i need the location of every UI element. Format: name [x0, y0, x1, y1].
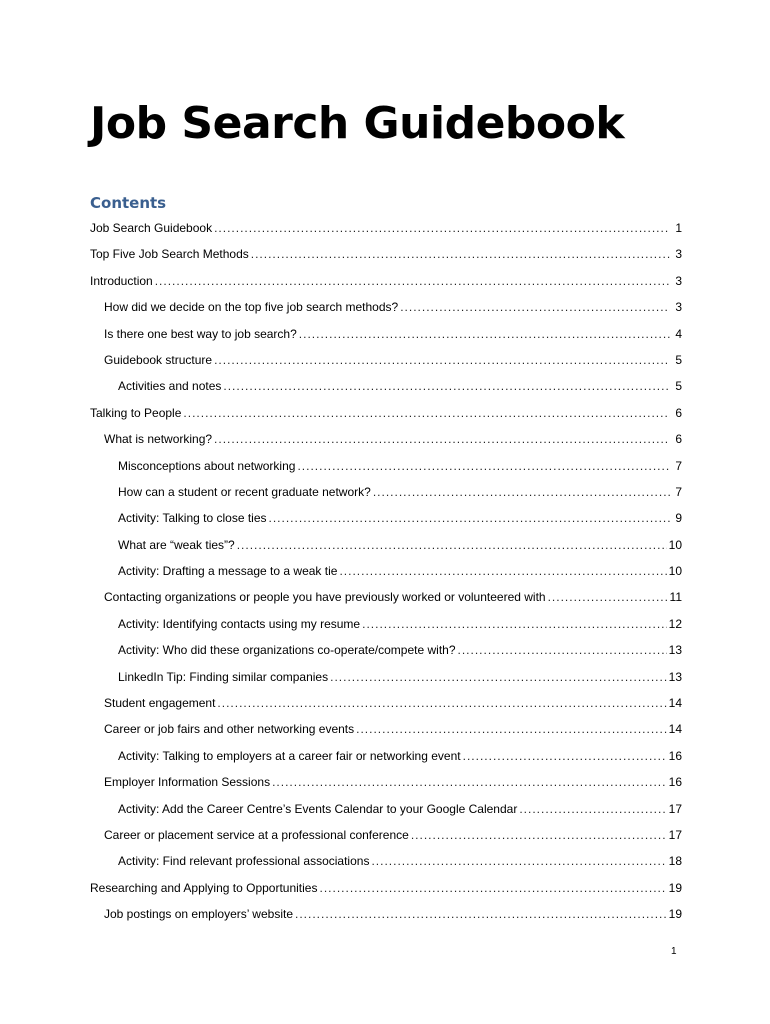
toc-entry-page-number: 17 [668, 801, 682, 816]
toc-entry[interactable] [90, 324, 682, 350]
toc-entry-page-number: 19 [668, 907, 682, 922]
toc-entry-page-number: 9 [675, 511, 682, 526]
toc-entry[interactable] [90, 851, 682, 877]
toc-entry[interactable] [90, 429, 682, 455]
toc-entry-page-number: 5 [675, 352, 682, 367]
toc-dot-leader [237, 535, 667, 555]
toc-entry-page-number: 4 [675, 326, 682, 341]
toc-entry-title: Job postings on employers’ website [104, 907, 293, 922]
toc-entry-page-number: 12 [668, 616, 682, 631]
toc-entry[interactable] [90, 482, 682, 508]
toc-entry[interactable] [90, 878, 682, 904]
toc-dot-leader [155, 271, 670, 291]
toc-dot-leader [339, 561, 666, 581]
toc-dot-leader [295, 904, 667, 924]
toc-entry-page-number: 3 [675, 300, 682, 315]
toc-entry-title: How did we decide on the top five job search methods? [104, 300, 399, 315]
toc-entry-page-number: 3 [675, 273, 682, 288]
toc-entry-title: What are “weak ties”? [118, 537, 235, 552]
toc-dot-leader [458, 640, 667, 660]
document-title: Job Search Guidebook [90, 98, 625, 149]
toc-entry[interactable] [90, 350, 682, 376]
toc-entry-title: Activity: Identifying contacts using my resume [118, 616, 361, 631]
toc-entry-page-number: 16 [668, 748, 682, 763]
toc-dot-leader [214, 350, 670, 370]
toc-entry-page-number: 17 [668, 827, 682, 842]
toc-entry-page-number: 5 [675, 379, 682, 394]
toc-entry[interactable] [90, 271, 682, 297]
toc-entry[interactable] [90, 614, 682, 640]
toc-entry-page-number: 13 [668, 643, 682, 658]
toc-dot-leader [217, 693, 666, 713]
toc-entry[interactable] [90, 561, 682, 587]
toc-entry-title: How can a student or recent graduate network? [118, 484, 371, 499]
toc-dot-leader [371, 851, 666, 871]
toc-dot-leader [548, 587, 668, 607]
toc-entry[interactable] [90, 640, 682, 666]
toc-entry[interactable] [90, 376, 682, 402]
toc-dot-leader [299, 324, 670, 344]
toc-entry-title: Is there one best way to job search? [104, 326, 297, 341]
toc-entry[interactable] [90, 244, 682, 270]
toc-entry[interactable] [90, 772, 682, 798]
toc-entry-title: Guidebook structure [104, 352, 213, 367]
toc-entry-title: Activities and notes [118, 379, 222, 394]
toc-dot-leader [362, 614, 667, 634]
toc-entry[interactable] [90, 825, 682, 851]
toc-entry[interactable] [90, 799, 682, 825]
toc-entry-page-number: 3 [675, 247, 682, 262]
toc-entry-page-number: 11 [669, 590, 682, 605]
toc-dot-leader [214, 218, 670, 238]
toc-dot-leader [400, 297, 670, 317]
table-of-contents [90, 218, 682, 931]
toc-entry-title: Activity: Find relevant professional associations [118, 854, 370, 869]
toc-entry-page-number: 14 [668, 696, 682, 711]
toc-entry[interactable] [90, 693, 682, 719]
toc-entry-page-number: 19 [668, 880, 682, 895]
toc-entry-title: Researching and Applying to Opportunities [90, 880, 318, 895]
toc-entry-title: Activity: Drafting a message to a weak tie [118, 564, 338, 579]
toc-entry[interactable] [90, 904, 682, 930]
toc-entry-title: Career or placement service at a professional conference [104, 827, 409, 842]
toc-entry-title: Contacting organizations or people you have previously worked or volunteered with [104, 590, 546, 605]
toc-dot-leader [223, 376, 670, 396]
toc-dot-leader [269, 508, 670, 528]
toc-entry[interactable] [90, 667, 682, 693]
toc-entry-page-number: 13 [668, 669, 682, 684]
toc-entry-title: What is networking? [104, 432, 213, 447]
page-number: 1 [671, 946, 677, 957]
toc-entry-title: Misconceptions about networking [118, 458, 296, 473]
toc-entry[interactable] [90, 403, 682, 429]
toc-entry-title: Talking to People [90, 405, 182, 420]
toc-entry-page-number: 6 [675, 405, 682, 420]
toc-entry-page-number: 10 [668, 537, 682, 552]
toc-entry-page-number: 7 [675, 458, 682, 473]
toc-dot-leader [319, 878, 666, 898]
toc-entry-title: Career or job fairs and other networking events [104, 722, 355, 737]
toc-entry-title: Introduction [90, 273, 153, 288]
toc-entry[interactable] [90, 719, 682, 745]
toc-entry-title: Activity: Who did these organizations co-operate/compete with? [118, 643, 456, 658]
toc-entry-page-number: 16 [668, 775, 682, 790]
toc-dot-leader [272, 772, 667, 792]
contents-heading: Contents [90, 194, 167, 212]
toc-entry-page-number: 1 [675, 221, 682, 235]
toc-entry-page-number: 18 [668, 854, 682, 869]
toc-entry[interactable] [90, 218, 682, 244]
toc-dot-leader [356, 719, 667, 739]
toc-dot-leader [251, 244, 670, 264]
toc-entry[interactable] [90, 535, 682, 561]
toc-entry[interactable] [90, 508, 682, 534]
toc-entry-title: Employer Information Sessions [104, 775, 271, 790]
toc-entry-title: Activity: Talking to employers at a career fair or networking event [118, 748, 461, 763]
toc-dot-leader [411, 825, 667, 845]
toc-dot-leader [519, 799, 666, 819]
toc-dot-leader [297, 456, 670, 476]
toc-entry[interactable] [90, 297, 682, 323]
toc-entry-title: Top Five Job Search Methods [90, 247, 249, 262]
toc-entry-page-number: 10 [668, 564, 682, 579]
toc-dot-leader [330, 667, 667, 687]
toc-entry-title: Student engagement [104, 696, 216, 711]
toc-dot-leader [373, 482, 670, 502]
toc-entry[interactable] [90, 587, 682, 613]
toc-dot-leader [214, 429, 670, 449]
toc-entry-page-number: 14 [668, 722, 682, 737]
toc-entry[interactable] [90, 746, 682, 772]
toc-entry[interactable] [90, 456, 682, 482]
toc-entry-title: LinkedIn Tip: Finding similar companies [118, 669, 329, 684]
toc-dot-leader [463, 746, 667, 766]
toc-entry-title: Job Search Guidebook [90, 221, 213, 235]
toc-entry-title: Activity: Talking to close ties [118, 511, 267, 526]
toc-dot-leader [183, 403, 670, 423]
toc-entry-title: Activity: Add the Career Centre’s Events Calendar to your Google Calendar [118, 801, 518, 816]
toc-entry-page-number: 7 [675, 484, 682, 499]
toc-entry-page-number: 6 [675, 432, 682, 447]
